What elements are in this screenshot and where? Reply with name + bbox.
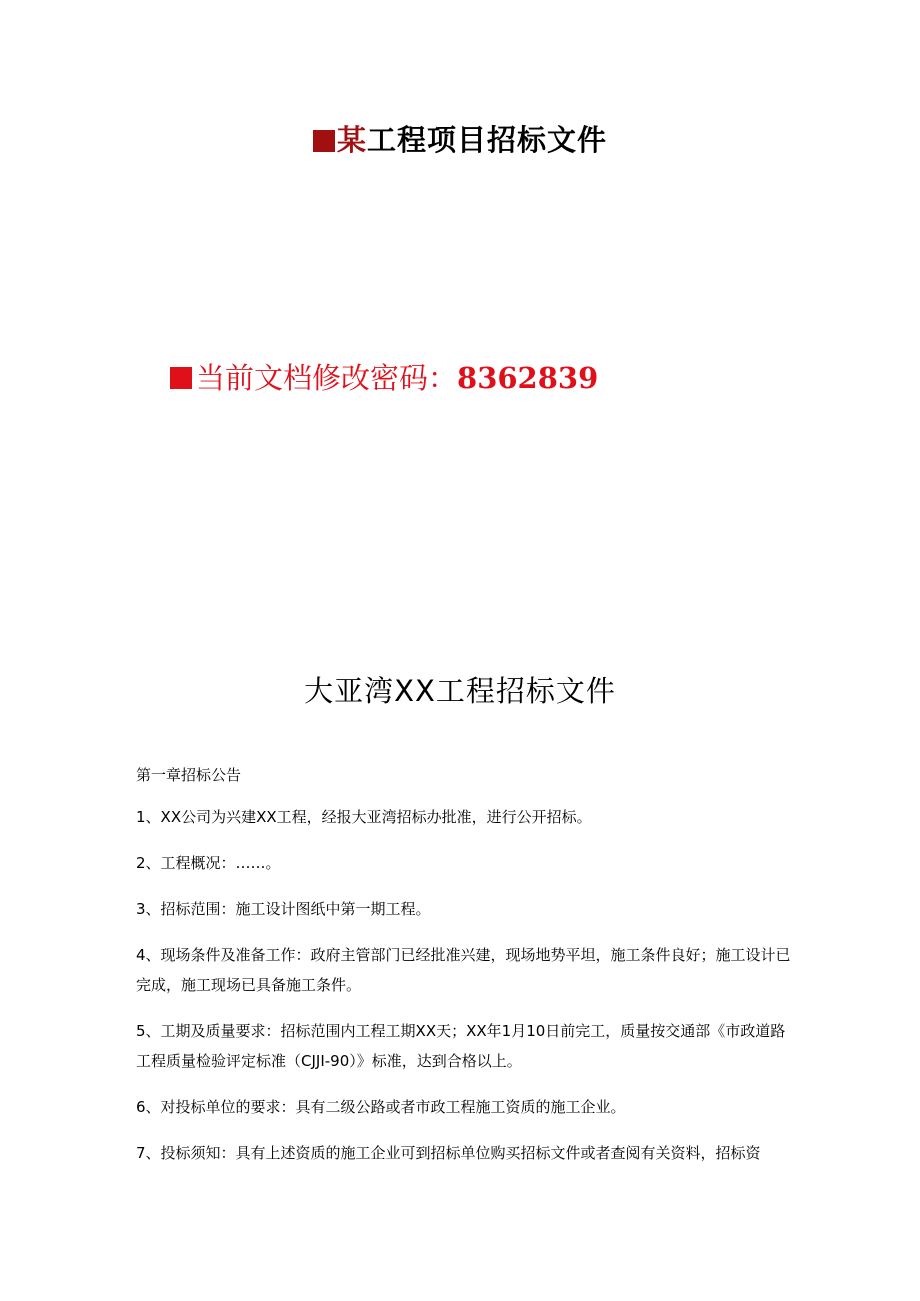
- paragraph-2: 2、工程概况：……。: [136, 854, 281, 872]
- password-code: 8362839: [457, 361, 599, 395]
- paragraph-1: 1、XX公司为兴建XX工程，经报大亚湾招标办批准，进行公开招标。: [136, 808, 592, 826]
- square-bullet-icon: [170, 367, 192, 389]
- paragraph-3: 3、招标范围：施工设计图纸中第一期工程。: [136, 900, 431, 918]
- square-bullet-icon: [313, 130, 335, 152]
- document-header-title: [0, 118, 920, 159]
- paragraph-7: 7、投标须知：具有上述资质的施工企业可到招标单位购买招标文件或者查阅有关资料，招标资: [136, 1144, 761, 1162]
- paragraph-5: 5、工期及质量要求：招标范围内工程工期XX天；XX年1月10日前完工，质量按交通部《市政道路工程质量检验评定标准（CJJI-90）》标准，达到合格以上。: [136, 1022, 786, 1070]
- paragraph-4: 4、现场条件及准备工作：政府主管部门已经批准兴建，现场地势平坦，施工条件良好；施工设计已完成，施工现场已具备施工条件。: [136, 946, 791, 994]
- document-body: [136, 760, 796, 1184]
- header-title-red-char: 某: [336, 123, 367, 157]
- chapter-heading: 第一章招标公告: [136, 766, 242, 784]
- paragraph-6: 6、对投标单位的要求：具有二级公路或者市政工程施工资质的施工企业。: [136, 1098, 626, 1116]
- password-notice: [170, 356, 598, 397]
- password-label: 当前文档修改密码：: [196, 361, 458, 395]
- header-title-text: 工程项目招标文件: [367, 123, 608, 157]
- main-title: 大亚湾XX工程招标文件: [304, 674, 616, 709]
